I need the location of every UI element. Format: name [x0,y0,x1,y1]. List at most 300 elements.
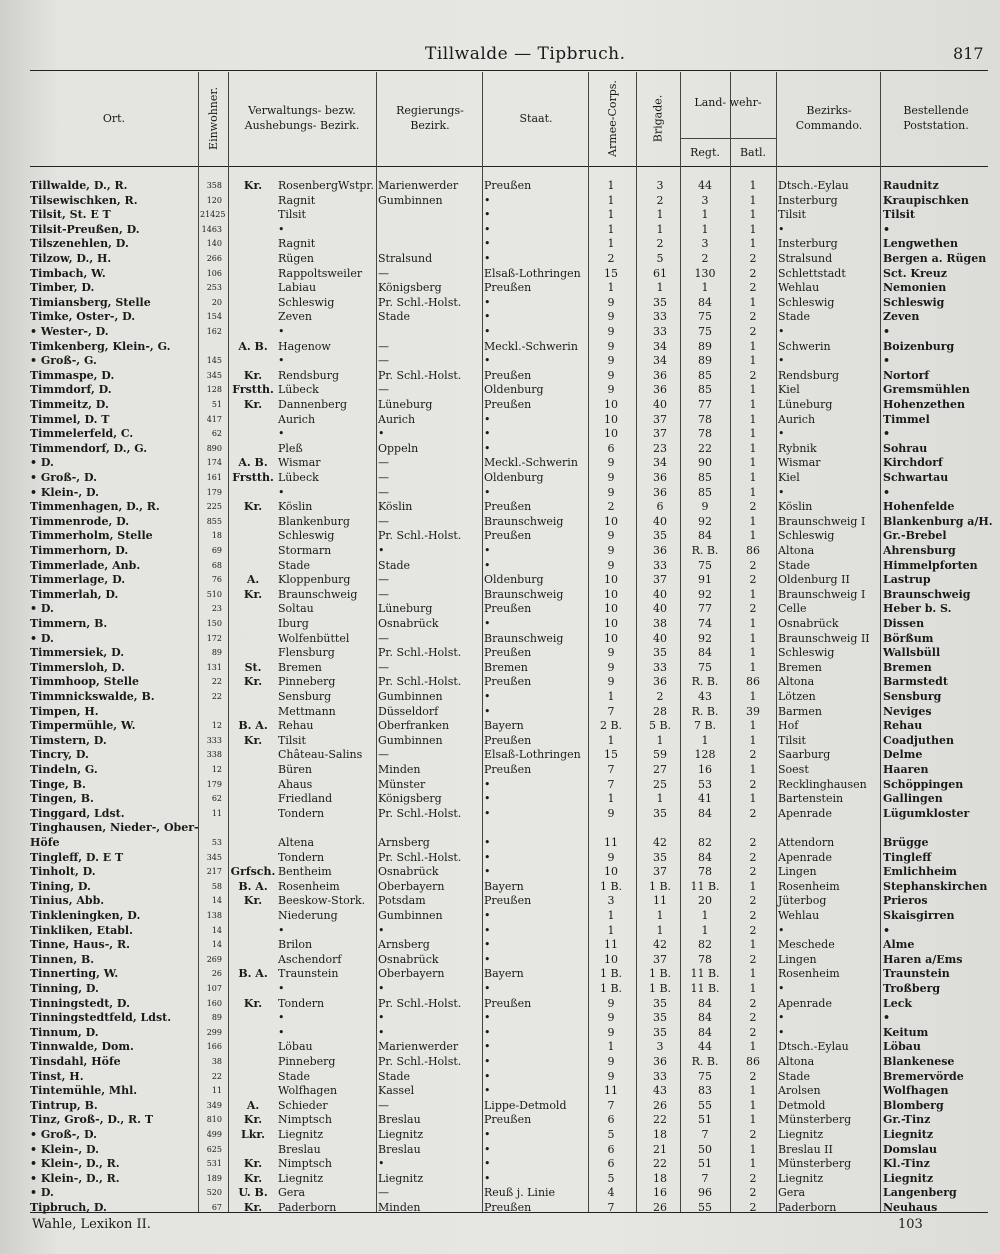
cell-bt: 1 [749,383,757,397]
cell-br: 26 [653,1098,667,1112]
cell-rb: Pr. Schl.-Holst. [378,1055,462,1068]
table-row [30,572,988,587]
cell-rb: Oberfranken [378,719,450,733]
cell-vb: • [278,325,285,338]
cell-vb: Lübeck [278,383,319,397]
cell-rb: Potsdam [378,894,426,908]
cell-vb: Ahaus [278,777,313,791]
cell-rg: 75 [698,325,712,338]
table-row [30,485,988,500]
table-row [30,893,988,908]
cell-bk: Dtsch.-Eylau [778,179,849,192]
table-row [30,996,988,1011]
cell-bk: Arolsen [778,1084,821,1098]
cell-vb: Bentheim [278,865,332,879]
cell-vb: Dannenberg [278,398,347,411]
cell-rb: — [378,354,389,368]
cell-br: 36 [653,471,667,484]
cell-vb: Labiau [278,281,317,295]
table-row [30,368,988,383]
cell-rb: Pr. Schl.-Holst. [378,996,462,1010]
cell-vk: B. A. [238,967,268,981]
cell-br: 40 [653,631,667,645]
cell-bt: 2 [749,1128,757,1141]
cell-rg: 44 [698,179,712,192]
footer-sheet-number: 103 [898,1217,923,1232]
cell-ew: 345 [206,370,222,380]
cell-ort: Timmendorf, D., G. [30,441,148,455]
cell-bk: Braunschweig I [778,587,866,601]
cell-st: Bayern [484,967,524,981]
cell-br: 1 B. [648,879,672,893]
cell-rg: 84 [698,295,712,309]
header-post: Bestellende Poststation. [903,104,969,132]
table-row [30,689,988,704]
cell-ort: Tinne, Haus-, R. [30,938,130,952]
cell-ort: Tilsit, St. E T [30,208,111,222]
cell-bt: 1 [749,879,757,893]
cell-br: 25 [653,777,667,791]
cell-bk: Liegnitz [778,1128,824,1141]
cell-br: 33 [653,310,667,324]
table-row [30,587,988,602]
cell-rb: Köslin [378,500,413,514]
cell-ew: 69 [211,546,222,555]
cell-st: Reuß j. Linie [484,1186,556,1200]
cell-ort: Tintrup, B. [30,1098,98,1112]
cell-bt: 2 [749,909,757,922]
cell-ew: 299 [206,1027,222,1037]
cell-vb: • [278,485,285,499]
cell-ort: Tingen, B. [30,792,94,806]
cell-st: • [484,1084,491,1098]
cell-ort: • Klein-, D. [30,1142,99,1156]
table-row [30,616,988,631]
cell-ort: Tilszenehlen, D. [30,237,129,251]
cell-st: • [484,1157,491,1171]
cell-st: • [484,544,491,557]
cell-ort: Timmerlah, D. [30,587,119,601]
cell-bk: Stade [778,1069,811,1083]
cell-bk: Stade [778,310,811,324]
cell-ew: 120 [206,195,222,205]
cell-bk: Saarburg [778,748,831,762]
cell-bk: Apenrade [778,996,832,1010]
cell-ort: • Klein-, D., R. [30,1157,120,1171]
cell-bt: 1 [749,514,757,528]
cell-pp: • [883,923,891,937]
cell-bk: • [778,982,785,995]
cell-bk: Schleswig [778,646,835,660]
cell-br: 16 [653,1186,667,1200]
cell-ew: 266 [206,254,222,263]
cell-ew: 138 [206,911,222,920]
cell-ew: 14 [211,925,222,935]
cell-ew: 358 [206,181,222,190]
cell-bt: 1 [749,631,757,645]
table-row [30,1127,988,1142]
cell-ort: Tinholt, D. [30,865,96,879]
cell-st: • [484,865,491,879]
cell-bt: 1 [749,339,757,353]
cell-ew: 225 [206,502,222,512]
cell-st: • [484,252,491,265]
cell-bt: 1 [749,719,757,733]
cell-vb: Liegnitz [278,1128,324,1141]
cell-pp: Skaisgirren [883,909,955,922]
cell-st: Braunschweig [484,631,564,645]
cell-ort: Timmersiek, D. [30,646,125,660]
cell-rb: Gumbinnen [378,909,443,922]
cell-st: Preußen [484,529,532,543]
cell-bt: 2 [749,266,757,280]
cell-ac: 9 [607,675,615,689]
cell-rg: 1 [701,923,709,937]
cell-rb: Oppeln [378,441,419,455]
table-row [30,645,988,660]
cell-ort: Timpen, H. [30,704,99,718]
cell-ew: 14 [211,940,222,950]
cell-bt: 2 [749,368,757,382]
cell-rg: 1 [701,281,709,295]
cell-br: 1 [656,281,664,295]
cell-bt: 2 [749,500,757,514]
cell-rg: R. B. [691,704,719,718]
cell-bt: 2 [749,1011,757,1025]
cell-vb: Friedland [278,792,333,806]
cell-ew: 150 [206,619,222,628]
cell-rb: — [378,485,389,499]
cell-ac: 1 [607,733,615,747]
cell-pp: • [883,222,891,236]
cell-pp: Timmel [883,412,930,426]
cell-ac: 9 [607,850,615,864]
cell-ac: 6 [607,1142,615,1156]
cell-rg: 55 [698,1098,712,1112]
cell-vk: Kr. [243,587,263,601]
cell-bt: 1 [749,763,757,776]
cell-st: Preußen [484,281,532,295]
cell-ort: Tining, D. [30,879,91,893]
cell-rg: 77 [698,398,712,411]
cell-ac: 7 [607,1098,615,1112]
cell-rb: Stralsund [378,252,433,265]
cell-ac: 10 [604,514,618,528]
cell-vb: Tondern [278,806,325,820]
cell-bt: 2 [749,996,757,1010]
cell-rg: 92 [698,631,712,645]
cell-rb: — [378,266,389,280]
cell-st: • [484,237,491,251]
cell-rg: 44 [698,1040,712,1054]
cell-rb: Münster [378,777,426,791]
page-number: 817 [953,44,984,63]
table-row [30,806,988,821]
cell-rg: 75 [698,558,712,572]
cell-vk: Lkr. [241,1128,265,1141]
cell-br: 59 [653,748,667,762]
cell-vb: Sensburg [278,690,332,703]
cell-ac: 6 [607,1157,615,1171]
cell-ew: 172 [206,633,222,643]
cell-ac: 1 [607,792,615,806]
cell-vb: RosenbergWstpr. [278,179,374,192]
cell-ort: Tinkleningken, D. [30,909,141,922]
cell-rb: — [378,1098,389,1112]
cell-br: 5 [656,252,664,265]
cell-br: 40 [653,514,667,528]
cell-br: 2 [656,237,664,251]
cell-br: 5 B. [648,719,672,733]
cell-rg: 78 [698,427,712,441]
cell-vb: Iburg [278,617,309,630]
cell-ort: Timmelerfeld, C. [30,427,134,441]
cell-rb: Lüneburg [378,602,433,616]
cell-bk: Altona [778,675,815,689]
cell-ac: 9 [607,996,615,1010]
cell-rg: 3 [701,237,709,251]
cell-pp: Barmstedt [883,675,948,689]
cell-rb: Stade [378,558,411,572]
cell-rb: Osnabrück [378,865,439,879]
cell-rg: 84 [698,1011,712,1025]
cell-rb: Stade [378,310,411,324]
cell-rg: 11 B. [690,982,720,995]
cell-ort: Timmhoop, Stelle [30,675,140,689]
cell-vb: Tondern [278,850,325,864]
table-row [30,660,988,675]
cell-bt: 86 [746,675,760,689]
cell-ort: Timmern, B. [30,617,108,630]
cell-st: • [484,1171,491,1185]
table-row [30,820,988,835]
cell-ew: 349 [206,1100,222,1110]
table-row [30,353,988,368]
cell-br: 26 [653,1201,667,1214]
cell-bk: • [778,325,785,338]
table-row [30,981,988,996]
table-row [30,601,988,616]
cell-st: Bayern [484,879,524,893]
header-bezirks: Bezirks- Commando. [795,104,863,132]
cell-ort: Tilsit-Preußen, D. [30,222,140,236]
cell-rb: Gumbinnen [378,193,443,207]
table-row [30,470,988,485]
cell-pp: Braunschweig [883,587,971,601]
cell-ort: Timiansberg, Stelle [30,295,151,309]
cell-br: 35 [653,996,667,1010]
cell-ac: 9 [607,646,615,660]
header-regt: Regt. [690,145,720,159]
cell-vb: Köslin [278,500,313,514]
cell-ac: 10 [604,602,618,616]
cell-bt: 1 [749,646,757,660]
cell-vb: Hagenow [278,339,331,353]
cell-st: • [484,427,491,441]
cell-bt: 2 [749,281,757,295]
cell-rb: Minden [378,1201,421,1214]
cell-pp: Lengwethen [883,237,958,251]
cell-ew: 145 [206,356,222,366]
cell-st: • [484,1069,491,1083]
cell-pp: Domslau [883,1142,938,1156]
cell-ew: 128 [206,385,222,395]
cell-pp: Tingleff [883,850,932,864]
cell-bt: 1 [749,222,757,236]
cell-rg: 51 [698,1113,712,1127]
cell-br: 1 [656,792,664,806]
cell-bk: • [778,1025,785,1039]
cell-ac: 7 [607,777,615,791]
cell-pp: Bremen [883,660,932,674]
cell-st: • [484,1040,491,1054]
cell-rb: — [378,339,389,353]
table-row [30,412,988,427]
cell-st: Preußen [484,996,532,1010]
cell-rg: 82 [698,938,712,952]
cell-rg: 7 [701,1171,709,1185]
table-row [30,1156,988,1171]
cell-vb: Pleß [278,441,303,455]
cell-bk: Schlettstadt [778,266,846,280]
table-row [30,952,988,967]
cell-ew: 89 [211,648,222,658]
cell-bk: Aurich [778,412,816,426]
cell-pp: Prieros [883,894,928,908]
cell-st: Meckl.-Schwerin [484,339,578,353]
cell-ort: • Wester-, D. [30,325,109,338]
cell-ac: 9 [607,354,615,368]
cell-pp: Schöppingen [883,777,964,791]
cell-rg: 84 [698,529,712,543]
cell-pp: Hohenzethen [883,398,966,411]
cell-br: 33 [653,558,667,572]
cell-ort: Tinningstedt, D. [30,996,130,1010]
cell-br: 42 [653,938,667,952]
cell-rg: 51 [698,1157,712,1171]
cell-bt: 1 [749,733,757,747]
cell-ew: 62 [211,794,222,804]
cell-ac: 2 [607,500,615,514]
cell-bk: Schleswig [778,529,835,543]
cell-bt: 1 [749,1113,757,1127]
cell-ac: 15 [604,266,618,280]
cell-rb: Pr. Schl.-Holst. [378,529,462,543]
cell-ort: Tinius, Abb. [30,894,105,908]
cell-bk: • [778,222,785,236]
cell-st: Oldenburg [484,573,544,587]
cell-rb: Königsberg [378,281,442,295]
cell-rb: — [378,456,389,470]
cell-ew: 11 [211,808,222,818]
table-row [30,762,988,777]
cell-pp: Keitum [883,1025,929,1039]
cell-br: 1 B. [648,982,672,995]
table-row [30,1083,988,1098]
cell-br: 37 [653,573,667,587]
cell-ort: Timmerlage, D. [30,573,126,587]
cell-br: 35 [653,295,667,309]
cell-ort: • D. [30,602,54,616]
cell-bk: Celle [778,602,807,616]
table-row [30,455,988,470]
cell-ew: 166 [206,1042,222,1052]
cell-rb: — [378,1186,389,1200]
cell-ort: Tilzow, D., H. [30,252,112,265]
cell-st: • [484,222,491,236]
cell-rg: 20 [698,894,712,908]
cell-bk: Tilsit [778,733,806,747]
cell-st: • [484,938,491,952]
cell-ac: 9 [607,544,615,557]
cell-ew: 531 [206,1159,222,1169]
cell-ew: 11 [211,1086,222,1096]
cell-rg: 53 [698,777,712,791]
cell-pp: Sensburg [883,690,942,703]
cell-br: 21 [653,1142,667,1156]
cell-ew: 217 [206,867,222,877]
cell-rg: 11 B. [690,879,720,893]
header-landwehr: Land- wehr- [694,95,762,109]
table-row [30,339,988,354]
cell-bt: 1 [749,456,757,470]
cell-br: 36 [653,544,667,557]
cell-bt: 86 [746,544,760,557]
cell-rg: 11 B. [690,967,720,981]
cell-ac: 4 [607,1186,615,1200]
cell-bk: • [778,354,785,368]
cell-ew: 253 [206,283,222,293]
cell-bt: 1 [749,617,757,630]
cell-br: 1 [656,222,664,236]
cell-pp: Bergen a. Rügen [883,252,987,265]
table-row [30,222,988,237]
cell-pp: Troßberg [883,982,941,995]
cell-ew: 417 [206,414,222,424]
table-row [30,1185,988,1200]
cell-rb: • [378,1011,385,1025]
cell-rb: Minden [378,763,421,776]
cell-st: Preußen [484,179,532,192]
cell-rg: 89 [698,339,712,353]
cell-ac: 6 [607,1113,615,1127]
cell-pp: Kraupischken [883,193,969,207]
cell-bk: Wehlau [778,281,820,295]
cell-rb: Königsberg [378,792,442,806]
cell-ac: 11 [604,938,618,952]
cell-bt: 1 [749,485,757,499]
cell-bt: 2 [749,558,757,572]
cell-bk: Apenrade [778,806,832,820]
cell-rb: Oberbayern [378,879,445,893]
table-row [30,850,988,865]
cell-rb: Pr. Schl.-Holst. [378,368,462,382]
cell-pp: • [883,427,891,441]
header-armee [588,72,636,164]
table-row [30,397,988,412]
cell-ort: Timmenhagen, D., R. [30,500,160,514]
cell-vb: Rügen [278,252,315,265]
cell-ort: Tinning, D. [30,982,99,995]
cell-vb: Niederung [278,909,338,922]
cell-vb: • [278,222,285,236]
cell-rb: Osnabrück [378,617,439,630]
cell-vb: Büren [278,763,313,776]
cell-st: • [484,617,491,630]
header-ort: Ort. [102,111,126,125]
cell-ac: 10 [604,617,618,630]
cell-rg: 2 [701,252,709,265]
